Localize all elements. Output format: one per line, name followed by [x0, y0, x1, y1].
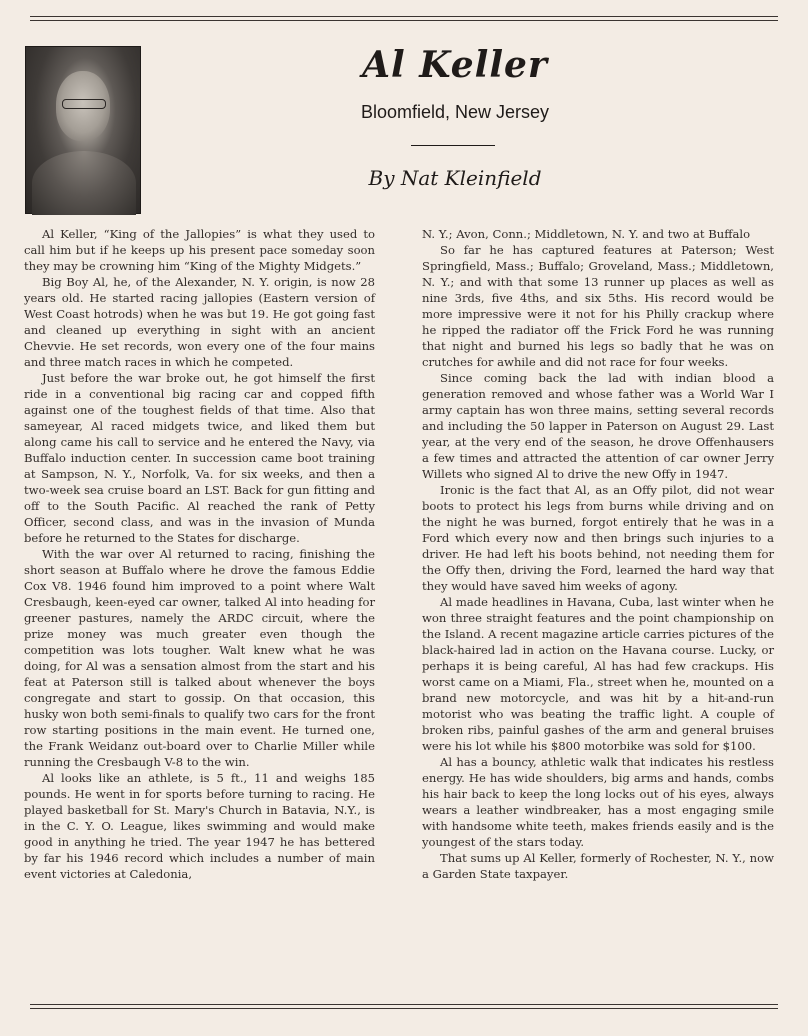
paragraph: Just before the war broke out, he got himself the first ride in a conventional big racing car and copped fifth against one of the toughest fields of that time. Also that sameyear, Al raced midgets twice, and liked them but along came his call to service and he entered the Navy, via Buffalo induction center. In succession came boot training at Sampson, N. Y., Norfolk, Va. for six weeks, and then a two-week sea cruise board an LST. Back for gun fitting and off to the South Pacific. Al reached the rank of Petty Officer, second class, and was in the invasion of Munda before he returned to the States for discharge.: [24, 371, 375, 545]
portrait-shoulders: [32, 151, 136, 215]
paragraph: Ironic is the fact that Al, as an Offy pilot, did not wear boots to protect his legs from burns while driving and on the night he was burned, forgot entirely that he was in a Ford which every now and then brings such injuries to a driver. He had left his boots behind, not needing them for the Offy then, driving the Ford, learned the hard way that they would have saved him weeks of agony.: [422, 483, 774, 593]
paragraph: Since coming back the lad with indian blood a generation removed and whose father was a World War I army captain has won three mains, setting several records and including the 50 lapper in Paterson on August 29. Last year, at the very end of the season, he drove Offenhausers a few times and attracted the attention of car owner Jerry Willets who signed Al to drive the new Offy in 1947.: [422, 371, 774, 481]
left-column: [24, 226, 375, 882]
paragraph: With the war over Al returned to racing, finishing the short season at Buffalo where he drove the famous Eddie Cox V8. 1946 found him improved to a point where Walt Cresbaugh, keen-eyed car owner, talked Al into heading for greener pastures, namely the ARDC circuit, where the prize money was much greater even though the competition was lots tougher. Walt knew what he was doing, for Al was a sensation almost from the start and his feat at Paterson still is talked about whenever the boys congregate and start to gossip. On that occasion, this husky won both semi-finals to qualify two cars for the front row starting positions in the main event. He turned one, the Frank Weidanz out-board over to Charlie Miller while running the Cresbaugh V-8 to the win.: [24, 547, 375, 769]
bottom-rule-inner: [30, 1008, 778, 1009]
article-title: Al Keller: [362, 44, 548, 86]
paragraph: So far he has captured features at Paterson; West Springfield, Mass.; Buffalo; Groveland, Mass.; Middletown, N. Y.; and with that some 13 runner up places as well as nine 3rds, five 4ths, and six 5ths. His record would be more impressive were it not for his Philly crackup where he ripped the radiator off the Frick Ford he was running that night and burned his legs so badly that he was on crutches for awhile and did not race for four weeks.: [422, 243, 774, 369]
paragraph: N. Y.; Avon, Conn.; Middletown, N. Y. and two at Buffalo: [422, 227, 751, 241]
paragraph: Al looks like an athlete, is 5 ft., 11 and weighs 185 pounds. He went in for sports before turning to racing. He played basketball for St. Mary's Church in Batavia, N.Y., is in the C. Y. O. League, likes swimming and would make good in anything he tried. The year 1947 he has bettered by far his 1946 record which includes a number of main event victories at Caledonia,: [24, 771, 375, 881]
right-column: [422, 226, 774, 882]
bottom-rule: [30, 1004, 778, 1005]
paragraph: Al Keller, “King of the Jallopies” is what they used to call him but if he keeps up his present pace someday soon they may be crowning him “King of the Mighty Midgets.”: [24, 227, 375, 273]
portrait-glasses: [62, 99, 106, 109]
portrait-photo: [25, 46, 141, 214]
article-location: Bloomfield, New Jersey: [360, 102, 550, 122]
article-byline: By Nat Kleinfield: [368, 166, 542, 190]
paragraph: That sums up Al Keller, formerly of Rochester, N. Y., now a Garden State taxpayer.: [422, 851, 774, 881]
paragraph: Al has a bouncy, athletic walk that indicates his restless energy. He has wide shoulders, big arms and hands, combs his hair back to keep the long locks out of his eyes, always wears a leather windbreaker, has a most engaging smile with handsome white teeth, makes friends easily and is the youngest of the stars today.: [422, 755, 774, 849]
top-rule-inner: [30, 20, 778, 21]
paragraph: Al made headlines in Havana, Cuba, last winter when he won three straight features and the point championship on the Island. A recent magazine article carries pictures of the black-haired lad in action on the Havana course. Lucky, or perhaps it is being careful, Al has had few crackups. His worst came on a Miami, Fla., street when he, mounted on a brand new motorcycle, and was hit by a hit-and-run motorist who was beating the traffic light. A couple of broken ribs, painful gashes of the arm and general bruises were his lot while his $800 motorbike was sold for $100.: [422, 595, 774, 753]
title-divider: [411, 145, 495, 146]
paragraph: Big Boy Al, he, of the Alexander, N. Y. origin, is now 28 years old. He started racing jallopies (Eastern version of West Coast hotrods) when he was but 19. He got going fast and cleaned up everything in sight with an ancient Chevvie. He set records, won every one of the four mains and three match races in which he competed.: [24, 275, 375, 369]
top-rule: [30, 16, 778, 17]
